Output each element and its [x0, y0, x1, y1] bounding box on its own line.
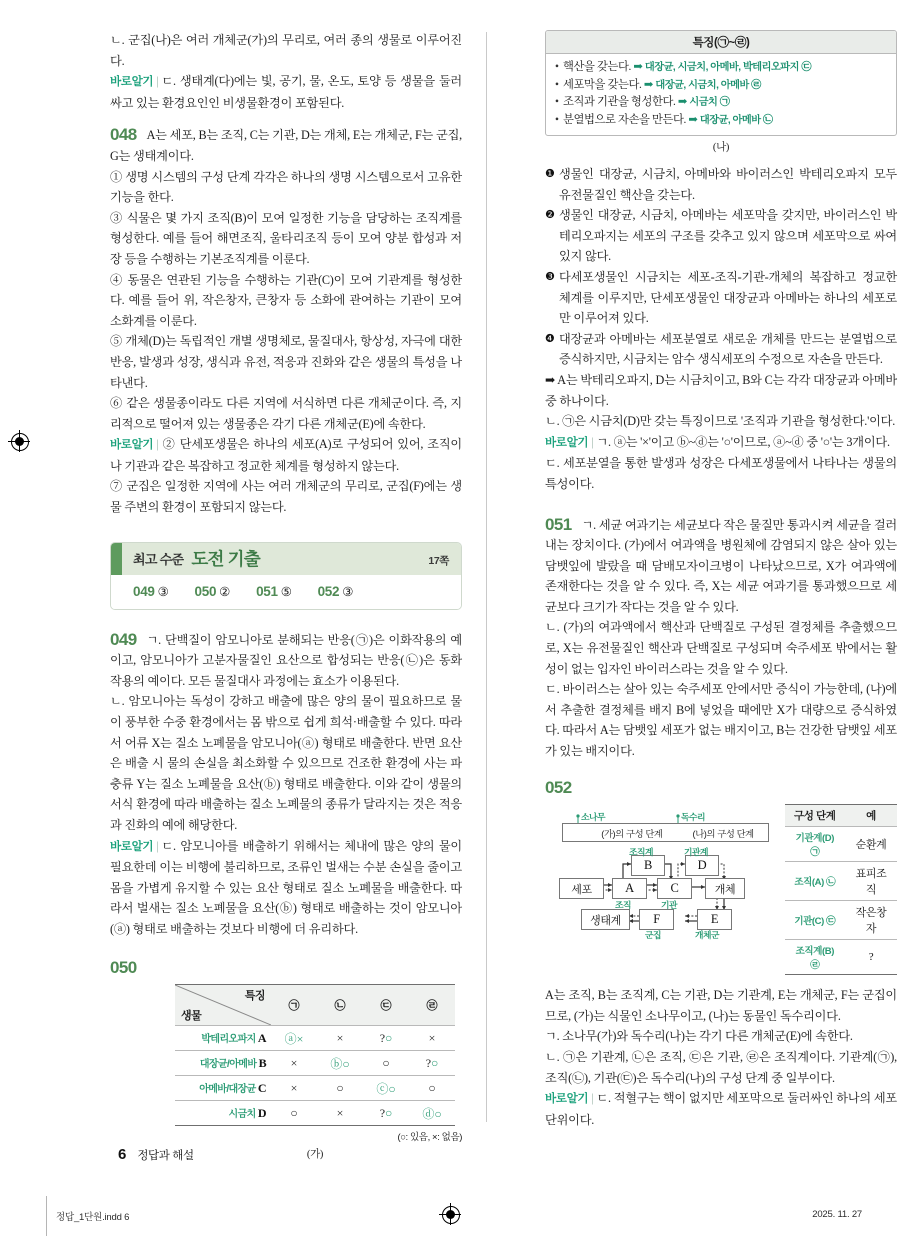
question-052 [545, 778, 897, 1131]
q052-number: 052 [545, 777, 572, 797]
feature-answer: 대장균, 아메바 ㉡ [699, 114, 773, 126]
list-marker: ❶ [545, 167, 555, 180]
numbered-text: 생물인 대장균, 시금치, 아메바는 세포막을 갖지만, 바이러스인 박테리오파지는 세포의 구조를 갖추고 있지 않으며 세포막으로 싸여 있지 않다. [559, 208, 897, 264]
organism-name: 시금치 [228, 1109, 256, 1121]
table-050-col-2: ㉡ [317, 985, 363, 1026]
organism-letter: A [257, 1031, 266, 1046]
registration-mark-left [8, 430, 30, 452]
carryover-line-a: ㄴ. 군집(나)은 여러 개체군(가)의 무리로, 여러 종의 생물로 이루어진다. [110, 33, 462, 68]
table-050-legend: (○: 있음, ×: 없음) [397, 1132, 462, 1144]
q048-baro-2: ⑦ 군집은 일정한 지역에 사는 여러 개체군의 무리로, 군집(F)에는 생물 주변의 환경이 포함되지 않는다. [110, 479, 462, 515]
q049-item-1: ㄱ. 단백질이 암모니아로 분해되는 반응(㉠)은 이화작용의 예이고, 암모니아가 고분자물질인 요산으로 합성되는 반응(㉡)은 동화작용의 예이다. 모든 물질대사 과정에는 효소가 이용된다. [110, 632, 462, 688]
table-052-example-1: 순환계 [845, 827, 897, 862]
list-marker: ❸ [545, 269, 555, 283]
legend-dashed-label: (나)의 구성 단계 [692, 828, 754, 839]
left-column [110, 30, 462, 1161]
question-048 [110, 125, 462, 517]
q049-item-2: ㄴ. 암모니아는 독성이 강하고 배출에 많은 양의 물이 필요하므로 물이 풍부한 수중 환경에서는 몸 밖으로 쉽게 희석·배출할 수 있다. 따라서 어류 X는 질소 노폐물을 암모니아(ⓐ) 형태로 배출한다. 반면 요산은 배출 시 물의 손실을 최소화할 수 있으므로 건조한 환경에 사는 파충류 Y는 질소 노폐물을 요산(ⓑ) 형태로 배출한다. 이와 같이 생물의 서식 환경에 따라 배출하는 질소 노폐물의 종류가 달라지는 것은 적응과 진화의 예에 해당한다. [110, 694, 462, 832]
q048-baro-text-1: ② 단세포생물은 하나의 세포(A)로 구성되어 있어, 조직이나 기관과 같은 복잡하고 정교한 체계를 형성하지 않는다. [110, 437, 462, 473]
baro-separator: | [156, 74, 159, 89]
diagram-box-ecosystem: 생태계 [581, 909, 630, 930]
cell-d-3: ?○ [363, 1101, 409, 1126]
legend-solid-label: (가)의 구성 단계 [601, 828, 663, 839]
arrow-icon: ➡ [633, 61, 643, 73]
q049-item-1-line [110, 630, 462, 692]
cell-a-4: × [409, 1026, 455, 1051]
baro-separator: | [591, 434, 594, 449]
bullet-icon: • [555, 96, 559, 108]
list-marker: ❷ [545, 208, 555, 222]
table-052-stage-2: 조직(A) ㉡ [785, 862, 845, 901]
challenge-answer-052 [318, 584, 354, 600]
q048-item-4: ⑤ 개체(D)는 독립적인 개별 생명체로, 물질대사, 항상성, 자극에 대한 반응, 발생과 성장, 생식과 유전, 적응과 진화와 같은 생물의 특성을 나타낸다. [110, 334, 462, 390]
baro-separator: | [156, 838, 159, 853]
cell-b-3: ○ [363, 1051, 409, 1076]
diagram-sublabel-B: 조직계 [629, 847, 653, 858]
challenge-accent-tab [111, 543, 122, 575]
baro-separator: | [156, 437, 159, 452]
table-050-row-label-a [175, 1026, 271, 1051]
feature-row-3 [555, 94, 887, 112]
carryover-block [110, 30, 462, 113]
list-marker: ❹ [545, 331, 555, 345]
cell-d-2: × [317, 1101, 363, 1126]
q048-intro: A는 세포, B는 조직, C는 기관, D는 개체, E는 개체군, F는 군집, G는 생태계이다. [110, 128, 462, 163]
organism-letter: C [257, 1081, 266, 1096]
numbered-item-2 [545, 205, 897, 267]
table-050-col-4: ㉣ [409, 985, 455, 1026]
q050-explanation [545, 164, 897, 495]
right-column [545, 30, 897, 1130]
cell-c-2: ○ [317, 1076, 363, 1101]
feature-text: 핵산을 갖는다. [563, 61, 631, 73]
table-052-stage-4: 조직계(B) ㉣ [785, 940, 845, 975]
challenge-box-header [111, 543, 461, 575]
diagram-tag-pine: 소나무 [581, 812, 605, 823]
q052-baro [545, 1088, 897, 1130]
feature-row-4 [555, 112, 887, 130]
q049-baro-text: ㄷ. 암모니아를 배출하기 위해서는 체내에 많은 양의 물이 필요한데 이는 비행에 불리하므로, 조류인 벌새는 수분 손실을 줄이고 몸을 가볍게 유지할 수 있는 요산 형태로 질소 노폐물을 배출한다. 따라서 벌새는 질소 노폐물을 요산(ⓑ) 형태로 배출하는 것이 암모니아(ⓐ) 형태로 배출하는 것보다 비행에 더 유리하다. [110, 838, 462, 936]
q050-conclusion: ➡ A는 박테리오파지, D는 시금치이고, B와 C는 각각 대장균과 아메바 중 하나이다. [545, 372, 897, 408]
table-row [785, 827, 897, 862]
life-system-diagram [545, 804, 779, 941]
question-051 [545, 515, 897, 762]
table-050 [175, 984, 455, 1126]
feature-box-caption: (나) [712, 142, 730, 153]
q051-item-3: ㄷ. 바이러스는 살아 있는 숙주세포 안에서만 증식이 가능한데, (나)에서 추출한 결정체를 배지 B에 넣었을 때에만 X가 대량으로 증식하였다. 따라서 A는 담뱃잎 세포가 없는 배지이고, B는 건강한 담뱃잎 세포가 있는 배지이다. [545, 682, 897, 759]
feature-answer: 시금치 ㉠ [689, 97, 730, 108]
challenge-box [110, 542, 462, 610]
challenge-title: 도전 기출 [191, 549, 260, 570]
page-number: 6 [118, 1146, 127, 1163]
challenge-answer-050 [195, 584, 231, 600]
feature-answer: 대장균, 시금치, 아메바 ㉣ [655, 79, 761, 91]
answer-choice: ⑤ [280, 584, 292, 599]
carryover-baro-text: ㄷ. 생태계(다)에는 빛, 공기, 물, 온도, 토양 등 생물을 둘러싸고 있는 환경요인인 비생물환경이 포함된다. [110, 74, 462, 110]
cell-c-3: ⓒ○ [363, 1076, 409, 1101]
table-050-row-label-d [175, 1101, 271, 1126]
table-052-example-4: ? [845, 940, 897, 975]
cell-b-4: ?○ [409, 1051, 455, 1076]
baro-separator: | [591, 1091, 594, 1106]
bullet-icon: • [555, 78, 559, 91]
q050-baro-text-1: ㄱ. ⓐ는 '×'이고 ⓑ~ⓓ는 '○'이므로, ⓐ~ⓓ 중 '○'는 3개이다. [596, 434, 890, 449]
organism-name: 박테리오파지 [201, 1034, 256, 1046]
baroalgi-label: 바로알기 [110, 438, 154, 452]
diagram-box-D: D [685, 855, 719, 876]
q051-number: 051 [545, 514, 572, 534]
carryover-baro [110, 71, 462, 113]
table-row [785, 940, 897, 975]
question-050 [110, 958, 462, 1162]
table-052-stage-3: 기관(C) ㉢ [785, 901, 845, 940]
feature-text: 분열법으로 자손을 만든다. [563, 113, 686, 126]
table-052-header-stage: 구성 단계 [785, 805, 845, 827]
page-section-label: 정답과 해설 [137, 1150, 194, 1162]
q050-baro-2: ㄷ. 세포분열을 통한 발생과 성장은 다세포생물에서 나타나는 생물의 특성이다. [545, 456, 897, 491]
organism-letter: D [257, 1106, 266, 1121]
print-date: 2025. 11. 27 [812, 1209, 862, 1220]
q052-number-line [545, 778, 897, 799]
figure-052 [545, 804, 897, 975]
table-row [175, 1026, 455, 1051]
corner-label-feature: 특징 [244, 990, 265, 1003]
arrow-icon: ➡ [643, 78, 653, 91]
baroalgi-label: 바로알기 [545, 435, 589, 449]
numbered-text: 다세포생물인 시금치는 세포-조직-기관-개체의 복잡하고 정교한 체계를 이루지만, 단세포생물인 대장균과 아메바는 하나의 세포로만 이루어져 있다. [559, 269, 897, 326]
cell-d-4: ⓓ○ [409, 1101, 455, 1126]
organism-letter: B [258, 1056, 266, 1071]
feature-box-header: 특징(㉠~㉣) [546, 31, 896, 54]
feature-box [545, 30, 897, 136]
registration-mark-bottom [439, 1203, 461, 1225]
baroalgi-label: 바로알기 [110, 839, 154, 853]
q052-intro: A는 조직, B는 조직계, C는 기관, D는 기관계, E는 개체군, F는 군집이므로, (가)는 식물인 소나무이고, (나)는 동물인 독수리이다. [545, 988, 897, 1023]
print-guide-rule [46, 1196, 47, 1236]
q052-item-2: ㄴ. ㉠은 기관계, ㉡은 조직, ㉢은 기관, ㉣은 조직계이다. 기관계(㉠), 조직(㉡), 기관(㉢)은 독수리(나)의 구성 단계 중 일부이다. [545, 1050, 897, 1085]
answer-choice: ② [219, 584, 231, 599]
q048-number: 048 [110, 125, 137, 145]
q048-item-1: ① 생명 시스템의 구성 단계 각각은 하나의 생명 시스템으로서 고유한 기능을 한다. [110, 169, 462, 205]
table-052-example-3: 작은창자 [845, 901, 897, 940]
cell-c-4: ○ [409, 1076, 455, 1101]
answer-number: 052 [317, 583, 340, 599]
diagram-box-C: C [657, 878, 692, 899]
q048-item-5: ⑥ 같은 생물종이라도 다른 지역에 서식하면 다른 개체군이다. 즉, 지리적으로 떨어져 있는 생물종은 각기 다른 개체군(E)에 속한다. [110, 396, 462, 431]
challenge-answer-list [111, 575, 461, 609]
table-050-caption: (가) [306, 1149, 324, 1161]
diagram-box-A: A [612, 878, 647, 899]
q050-item-b: ㄴ. ㉠은 시금치(D)만 갖는 특징이므로 '조직과 기관을 형성한다.'이다. [545, 414, 896, 429]
table-050-row-label-c [175, 1076, 271, 1101]
q051-item-1-line [545, 515, 897, 618]
q049-baro [110, 836, 462, 940]
corner-label-organism: 생물 [181, 1010, 202, 1023]
diagram-tag-eagle: 독수리 [681, 812, 705, 823]
page-footer [118, 1146, 194, 1163]
table-052-header-example: 예 [845, 805, 897, 827]
cell-b-2: ⓑ○ [317, 1051, 363, 1076]
feature-text: 조직과 기관을 형성한다. [563, 96, 676, 108]
column-divider [486, 32, 487, 1122]
q052-baro-text: ㄷ. 적혈구는 핵이 없지만 세포막으로 둘러싸인 하나의 세포 단위이다. [545, 1091, 897, 1127]
cell-b-1: × [271, 1051, 317, 1076]
q050-number: 050 [110, 957, 137, 977]
feature-box-list [546, 54, 896, 135]
table-050-col-1: ㉠ [271, 985, 317, 1026]
diagram-sublabel-D: 기관계 [684, 847, 708, 858]
table-050-col-3: ㉢ [363, 985, 409, 1026]
table-row [785, 862, 897, 901]
challenge-level-label: 최고 수준 [133, 552, 184, 568]
q051-item-1: ㄱ. 세균 여과기는 세균보다 작은 물질만 통과시켜 세균을 걸러 내는 장치이다. (가)에서 여과액을 병원체에 감염되지 않은 살아 있는 담뱃잎에 발랐을 때 담배모자이크병이 나타났으므로, X가 여과액에 존재한다는 것을 알 수 있다. 즉, X는 세균 여과기를 통과했으므로 세균보다 크기가 작다는 것을 알 수 있다. [545, 517, 897, 614]
numbered-item-3 [545, 267, 897, 329]
feature-text: 세포막을 갖는다. [563, 78, 642, 91]
challenge-page-ref: 17쪽 [428, 554, 449, 567]
baroalgi-label: 바로알기 [545, 1092, 589, 1106]
bullet-icon: • [555, 113, 559, 126]
diagram-box-E: E [697, 909, 732, 930]
diagram-box-F: F [639, 909, 674, 930]
baroalgi-label: 바로알기 [110, 75, 154, 89]
answer-number: 051 [256, 583, 278, 599]
table-052-stage-1: 기관계(D) ㉠ [785, 827, 845, 862]
arrow-icon: ➡ [688, 113, 698, 126]
cell-a-1: ⓐ× [271, 1026, 317, 1051]
q048-item-2: ③ 식물은 몇 가지 조직(B)이 모여 일정한 기능을 담당하는 조직계를 형성한다. 예를 들어 해면조직, 울타리조직 등이 모여 양분 합성과 저장 등을 수행하는 기본조직계를 이룬다. [110, 210, 462, 266]
table-row [175, 1051, 455, 1076]
organism-name: 대장균/아메바 [199, 1059, 257, 1071]
table-row [175, 1101, 455, 1126]
answer-number: 049 [133, 583, 155, 599]
organism-name: 아메바/대장균 [199, 1084, 256, 1096]
q050-baro-1 [545, 432, 897, 454]
print-file-name: 정답_1단원.indd 6 [56, 1212, 130, 1223]
numbered-text: 생물인 대장균, 시금치, 아메바와 바이러스인 박테리오파지 모두 유전물질인 핵산을 갖는다. [559, 167, 897, 202]
table-052 [785, 804, 897, 975]
answer-number: 050 [194, 583, 217, 599]
diagram-sublabel-E: 개체군 [695, 930, 719, 941]
table-050-row-label-b [175, 1051, 271, 1076]
table-row [175, 1076, 455, 1101]
table-050-corner-cell [175, 985, 271, 1026]
bullet-icon: • [555, 61, 559, 73]
diagram-box-individual: 개체 [705, 878, 745, 899]
diagram-legend [562, 823, 769, 842]
diagram-box-B: B [631, 855, 665, 876]
q050-number-line [110, 958, 462, 979]
cell-d-1: ○ [271, 1101, 317, 1126]
answer-choice: ③ [157, 584, 169, 599]
q051-item-2: ㄴ. (가)의 여과액에서 핵산과 단백질로 구성된 결정체를 추출했으므로, X는 유전물질인 핵산과 단백질로 구성되며 숙주세포 밖에서는 활성이 없는 입자인 바이러스라는 것을 알 수 있다. [545, 620, 897, 676]
table-row [785, 901, 897, 940]
challenge-answer-051 [256, 584, 292, 600]
q048-item-3: ④ 동물은 연관된 기능을 수행하는 기관(C)이 모여 기관계를 형성한다. 예를 들어 위, 작은창자, 큰창자 등 소화에 관여하는 기관이 모여 소화계를 이룬다. [110, 272, 462, 328]
q049-number: 049 [110, 629, 137, 649]
arrow-icon: ➡ [677, 96, 687, 108]
challenge-answer-049 [133, 584, 169, 600]
cell-a-3: ?○ [363, 1026, 409, 1051]
numbered-text: 대장균과 아메바는 세포분열로 새로운 개체를 만드는 분열법으로 증식하지만, 시금치는 암수 생식세포의 수정으로 자손을 만든다. [559, 331, 897, 367]
figure-050 [110, 984, 462, 1161]
answer-choice: ③ [342, 584, 354, 599]
diagram-sublabel-C: 기관 [661, 900, 677, 911]
cell-a-2: × [317, 1026, 363, 1051]
feature-row-1 [555, 59, 887, 77]
question-049 [110, 630, 462, 940]
q048-intro-line [110, 125, 462, 166]
cell-c-1: × [271, 1076, 317, 1101]
feature-answer: 대장균, 시금치, 아메바, 박테리오파지 ㉢ [644, 62, 812, 73]
numbered-item-1 [545, 164, 897, 205]
q048-baro-1 [110, 434, 462, 476]
q052-item-1: ㄱ. 소나무(가)와 독수리(나)는 각기 다른 개체군(E)에 속한다. [545, 1029, 853, 1044]
feature-row-2 [555, 77, 887, 95]
table-052-example-2: 표피조직 [845, 862, 897, 901]
numbered-item-4 [545, 329, 897, 370]
diagram-sublabel-F: 군집 [645, 930, 661, 941]
diagram-box-cell: 세포 [559, 878, 604, 899]
diagram-sublabel-A: 조직 [615, 900, 631, 911]
